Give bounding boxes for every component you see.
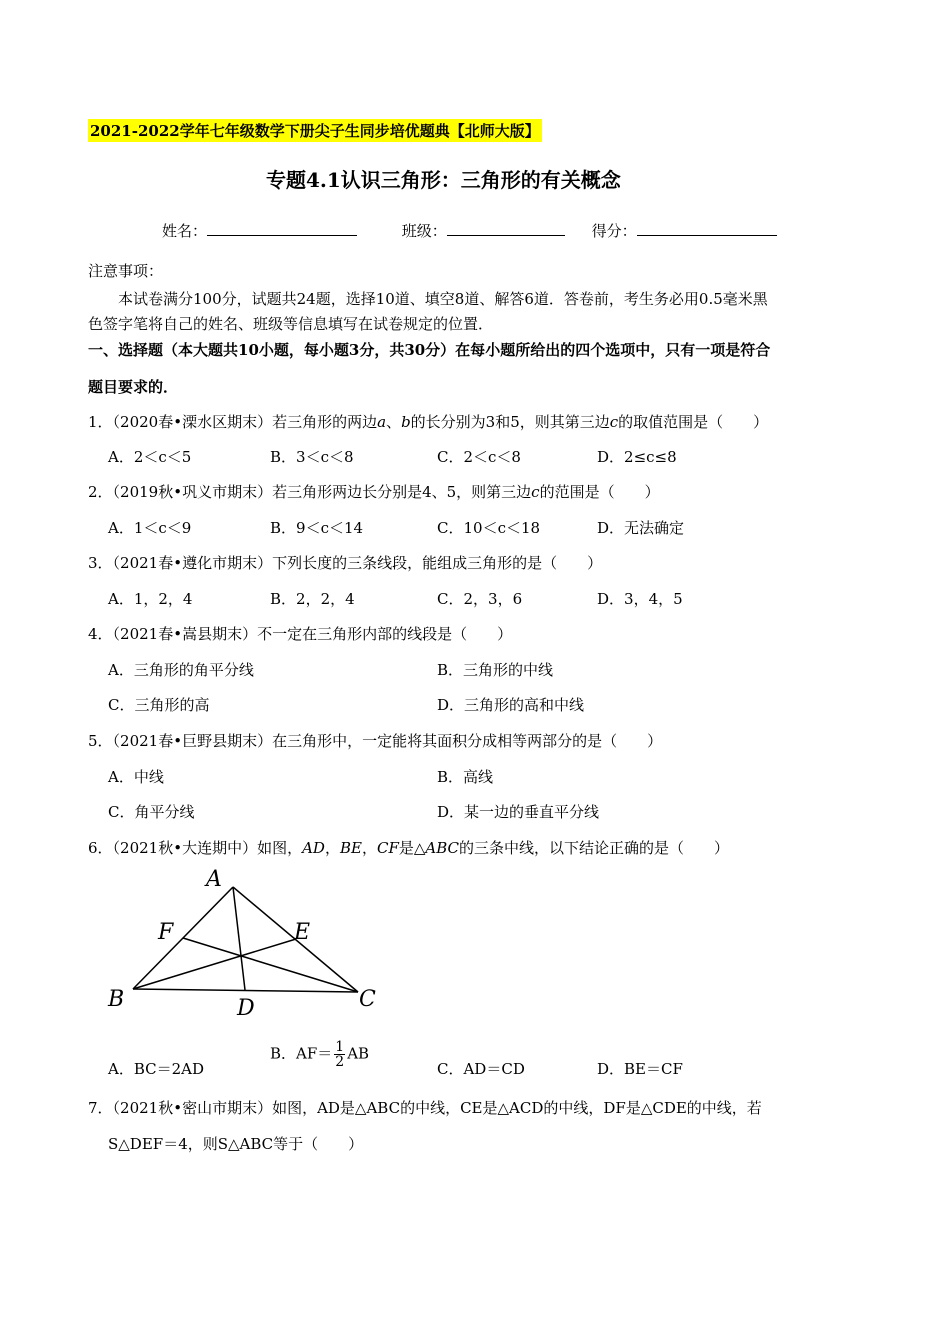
series-banner: 2021-2022学年七年级数学下册尖子生同步培优题典【北师大版】 <box>88 119 542 142</box>
q3-option-c[interactable]: C．2，3，6 <box>437 590 523 608</box>
section-1-heading-cont: 题目要求的． <box>88 378 179 396</box>
question-6: 6．（2021秋•大连期中）如图，AD，BE，CF是△ABC的三条中线，以下结论正确的是（ ） <box>88 839 730 857</box>
median-ad <box>233 887 245 990</box>
class-label: 班级： <box>401 222 447 240</box>
question-3: 3．（2021春•遵化市期末）下列长度的三条线段，能组成三角形的是（ ） <box>88 554 603 572</box>
question-7-cont: S△DEF＝4，则S△ABC等于（ ） <box>108 1135 364 1153</box>
class-field[interactable] <box>447 221 565 236</box>
q2-option-c[interactable]: C．10＜c＜18 <box>437 519 541 537</box>
question-5: 5．（2021春•巨野县期末）在三角形中，一定能将其面积分成相等两部分的是（ ） <box>88 732 663 750</box>
q1-option-c[interactable]: C．2＜c＜8 <box>437 448 521 466</box>
score-field[interactable] <box>637 221 777 236</box>
label-e: E <box>294 920 311 945</box>
q6-option-d[interactable]: D．BE＝CF <box>597 1060 683 1078</box>
label-d: D <box>237 996 255 1021</box>
q5-option-d[interactable]: D．某一边的垂直平分线 <box>437 803 600 821</box>
notice-line-1: 本试卷满分100分，试题共24题，选择10道、填空8道、解答6道．答卷前，考生务必用0.5毫米黑 <box>118 290 768 308</box>
q6-option-a[interactable]: A．BC＝2AD <box>108 1060 205 1078</box>
notice-line-2: 色签字笔将自己的姓名、班级等信息填写在试卷规定的位置． <box>88 315 494 333</box>
section-1-heading: 一、选择题（本大题共10小题，每小题3分，共30分）在每小题所给出的四个选项中，只有一项是符合 <box>88 341 771 359</box>
q4-option-c[interactable]: C．三角形的高 <box>108 696 210 714</box>
fraction-half: $\frac{1}{2}$ <box>335 1039 345 1070</box>
q5-option-b[interactable]: B．高线 <box>437 768 494 786</box>
q5-option-a[interactable]: A．中线 <box>108 768 164 786</box>
q3-option-a[interactable]: A．1，2，4 <box>108 590 193 608</box>
q1-option-b[interactable]: B．3＜c＜8 <box>270 448 354 466</box>
q2-option-b[interactable]: B．9＜c＜14 <box>270 519 364 537</box>
label-f: F <box>158 920 174 945</box>
triangle-figure <box>100 862 400 1024</box>
label-a: A <box>206 867 222 892</box>
q6-option-c[interactable]: C．AD＝CD <box>437 1060 525 1078</box>
name-label: 姓名： <box>162 222 208 240</box>
label-b: B <box>108 987 125 1012</box>
notice-heading: 注意事项： <box>88 262 164 280</box>
page-title: 专题4.1认识三角形：三角形的有关概念 <box>266 168 621 192</box>
q2-option-d[interactable]: D．无法确定 <box>597 519 685 537</box>
label-c: C <box>359 987 376 1012</box>
question-2: 2．（2019秋•巩义市期末）若三角形两边长分别是4、5，则第三边c的范围是（ ） <box>88 483 660 501</box>
q4-option-b[interactable]: B．三角形的中线 <box>437 661 554 679</box>
q6-option-b[interactable]: B．AF＝ $\frac{1}{2}$ AB <box>270 1039 370 1070</box>
q4-option-d[interactable]: D．三角形的高和中线 <box>437 696 585 714</box>
question-1: 1．（2020春•溧水区期末）若三角形的两边a、b的长分别为3和5，则其第三边c的取值范围是（ ） <box>88 413 769 431</box>
q5-option-c[interactable]: C．角平分线 <box>108 803 195 821</box>
score-label: 得分： <box>591 222 637 240</box>
name-field[interactable] <box>207 221 357 236</box>
q1-option-a[interactable]: A．2＜c＜5 <box>108 448 192 466</box>
question-7: 7．（2021秋•密山市期末）如图，AD是△ABC的中线，CE是△ACD的中线，DF是△CDE的中线，若 <box>88 1099 762 1117</box>
q4-option-a[interactable]: A．三角形的角平分线 <box>108 661 254 679</box>
q3-option-d[interactable]: D．3，4，5 <box>597 590 683 608</box>
q1-option-d[interactable]: D．2≤c≤8 <box>597 448 677 466</box>
q3-option-b[interactable]: B．2，2，4 <box>270 590 355 608</box>
student-info <box>162 220 777 241</box>
q2-option-a[interactable]: A．1＜c＜9 <box>108 519 192 537</box>
question-4: 4．（2021春•嵩县期末）不一定在三角形内部的线段是（ ） <box>88 625 513 643</box>
